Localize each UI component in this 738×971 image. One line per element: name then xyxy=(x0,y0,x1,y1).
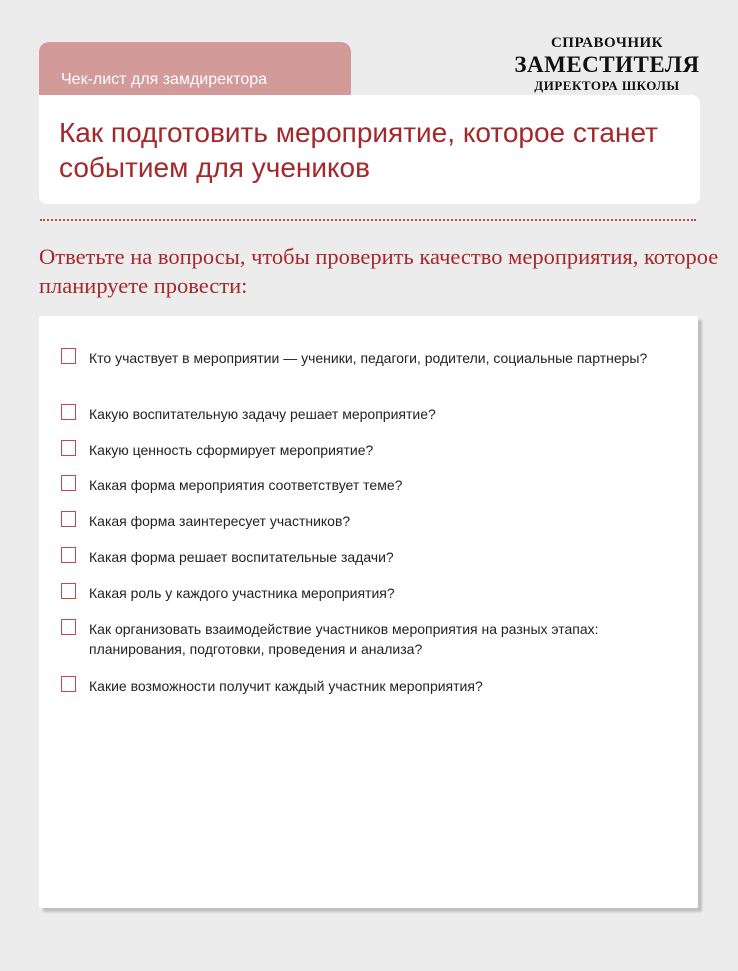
dotted-divider xyxy=(40,219,696,221)
checklist-item-text: Какую ценность сформирует мероприятие? xyxy=(89,442,374,458)
checkbox[interactable] xyxy=(61,547,76,563)
logo-line-3: ДИРЕКТОРА ШКОЛЫ xyxy=(534,78,680,93)
checklist-item-text: Какая форма решает воспитательные задачи? xyxy=(89,549,394,565)
checklist-item-text: Какая роль у каждого участника мероприятия? xyxy=(89,585,395,601)
checkbox[interactable] xyxy=(61,475,76,491)
checklist-item-text: Как организовать взаимодействие участников мероприятия на разных этапах: планирования, подготовки, проведения и анализа? xyxy=(89,621,599,657)
checklist-item-text: Какую воспитательную задачу решает мероприятие? xyxy=(89,406,436,422)
checklist-card xyxy=(39,316,698,908)
logo-line-1: СПРАВОЧНИК xyxy=(550,35,664,51)
tab-label: Чек-лист для замдиректора xyxy=(61,71,268,88)
logo-line-2: ЗАМЕСТИТЕЛЯ xyxy=(514,52,700,77)
checkbox[interactable] xyxy=(61,404,76,420)
checkbox[interactable] xyxy=(61,440,76,456)
checkbox[interactable] xyxy=(61,619,76,635)
checkbox[interactable] xyxy=(61,583,76,599)
checklist-item-text: Кто участвует в мероприятии — ученики, педагоги, родители, социальные партнеры? xyxy=(89,350,648,366)
checkbox[interactable] xyxy=(61,676,76,692)
title-card xyxy=(39,95,700,204)
checklist-item-text: Какая форма заинтересует участников? xyxy=(89,513,351,529)
checkbox[interactable] xyxy=(61,348,76,364)
checklist-item-text: Какие возможности получит каждый участник мероприятия? xyxy=(89,678,483,694)
page-title: Как подготовить мероприятие, которое станет событием для учеников xyxy=(59,117,658,183)
intro-text: Ответьте на вопросы, чтобы проверить качество мероприятия, которое планируете провести: xyxy=(39,244,719,298)
checklist-item-text: Какая форма мероприятия соответствует теме? xyxy=(89,477,403,493)
header-tab xyxy=(39,42,351,102)
publication-logo xyxy=(504,36,710,92)
checkbox[interactable] xyxy=(61,511,76,527)
